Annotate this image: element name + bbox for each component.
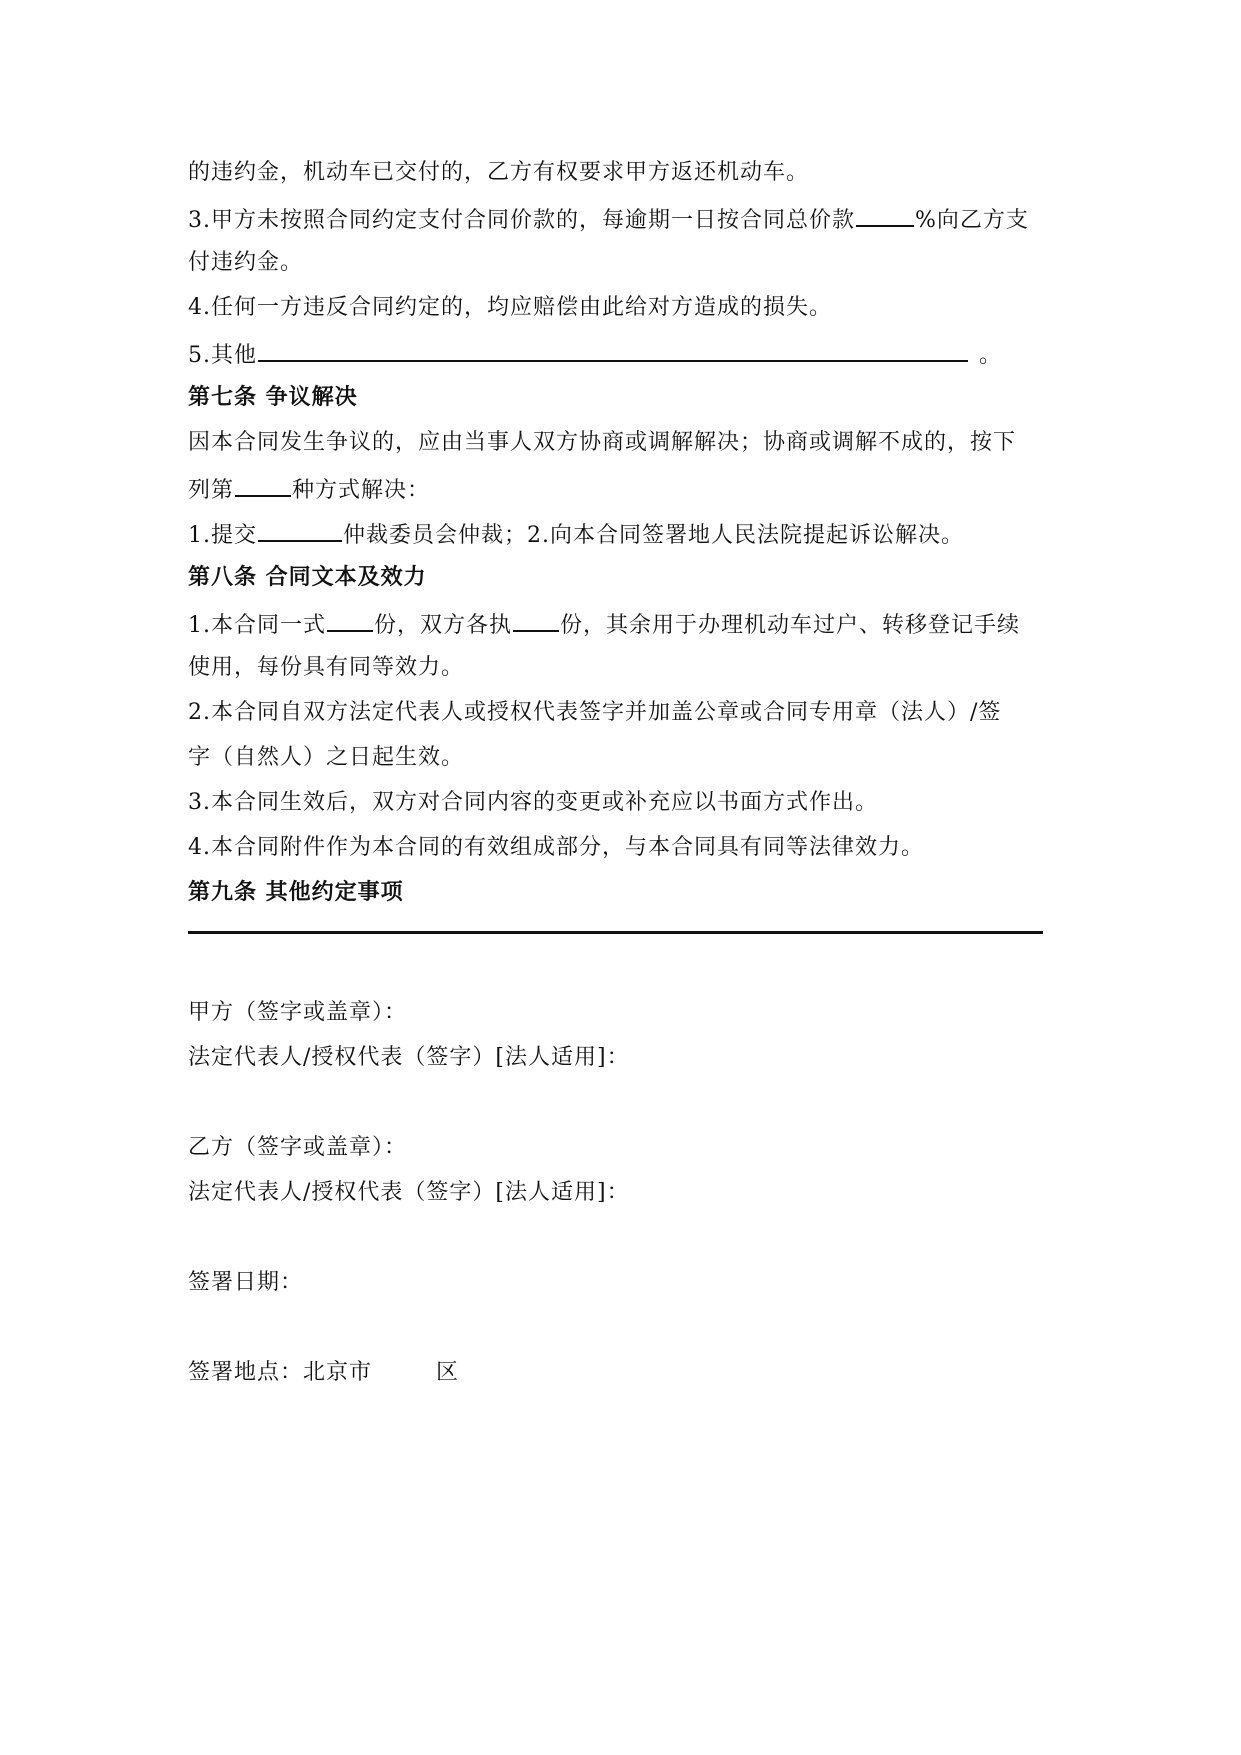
copies-total-blank[interactable] [327, 608, 373, 632]
copies-each-blank[interactable] [513, 608, 559, 632]
breach-text: 4.任何一方违反合同约定的，均应赔偿由此给对方造成的损失。 [188, 295, 832, 320]
article-8-heading [188, 563, 427, 593]
text-line [188, 1178, 630, 1208]
percent-blank[interactable] [856, 203, 914, 227]
dispute-method-label: 列第 [188, 478, 235, 503]
article-7-heading-text: 第七条 争议解决 [188, 385, 358, 410]
text-line [188, 428, 1016, 458]
text-line [188, 338, 1002, 371]
text-line [188, 1358, 459, 1388]
copies-label: 1.本合同一式 [188, 613, 326, 638]
text-line [188, 1268, 303, 1298]
dispute-method-text: 种方式解决： [292, 478, 431, 503]
method-blank[interactable] [235, 473, 291, 497]
party-b-signature-label: 乙方（签字或盖章）： [188, 1135, 408, 1160]
other-terms-blank-line[interactable] [188, 931, 1043, 934]
article-9-heading-text: 第九条 其他约定事项 [188, 880, 404, 905]
penalty-text: 的违约金，机动车已交付的，乙方有权要求甲方返还机动车。 [188, 160, 810, 185]
other-label: 5.其他 [188, 343, 257, 368]
annex-text: 4.本合同附件作为本合同的有效组成部分，与本合同具有同等法律效力。 [188, 835, 924, 860]
text-line [188, 788, 878, 818]
text-line [188, 293, 832, 323]
text-line [188, 203, 1029, 236]
effect-text-2: 字（自然人）之日起生效。 [188, 745, 465, 770]
text-line [188, 1043, 630, 1073]
text-line [188, 518, 964, 551]
other-period: 。 [979, 343, 1003, 368]
copies-label-3: 份，其余用于办理机动车过户、转移登记手续 [560, 613, 1021, 638]
text-line [188, 608, 1020, 641]
text-line [188, 158, 809, 188]
text-line [188, 653, 464, 683]
copies-label-2: 份，双方各执 [374, 613, 513, 638]
arbitration-label: 1.提交 [188, 523, 257, 548]
amendment-text: 3.本合同生效后，双方对合同内容的变更或补充应以书面方式作出。 [188, 790, 878, 815]
text-line [188, 998, 407, 1028]
dispute-text: 因本合同发生争议的，应由当事人双方协商或调解解决；协商或调解不成的，按下 [188, 430, 1017, 455]
text-line [188, 698, 1001, 728]
party-b-rep-label: 法定代表人/授权代表（签字）[法人适用]： [188, 1180, 630, 1205]
copies-text: 使用，每份具有同等效力。 [188, 655, 465, 680]
text-line [188, 248, 303, 278]
arbitration-blank[interactable] [258, 518, 342, 542]
late-payment-text-2: %向乙方支 [915, 208, 1029, 233]
signing-place-label: 签署地点：北京市 [188, 1360, 373, 1385]
text-line [188, 743, 464, 773]
signing-date-label: 签署日期： [188, 1270, 304, 1295]
signing-place-district: 区 [436, 1360, 460, 1385]
text-line [188, 473, 430, 506]
text-line [188, 1133, 407, 1163]
party-a-rep-label: 法定代表人/授权代表（签字）[法人适用]： [188, 1045, 630, 1070]
party-a-signature-label: 甲方（签字或盖章）： [188, 1000, 408, 1025]
late-payment-text: 3.甲方未按照合同约定支付合同价款的，每逾期一日按合同总价款 [188, 208, 855, 233]
effect-text: 2.本合同自双方法定代表人或授权代表签字并加盖公章或合同专用章（法人）/签 [188, 700, 1002, 725]
other-blank[interactable] [258, 338, 968, 362]
article-7-heading [188, 383, 358, 413]
article-9-heading [188, 878, 404, 908]
text-line [188, 833, 924, 863]
arbitration-text: 仲裁委员会仲裁；2.向本合同签署地人民法院提起诉讼解决。 [343, 523, 964, 548]
article-8-heading-text: 第八条 合同文本及效力 [188, 565, 427, 590]
late-payment-text-3: 付违约金。 [188, 250, 304, 275]
